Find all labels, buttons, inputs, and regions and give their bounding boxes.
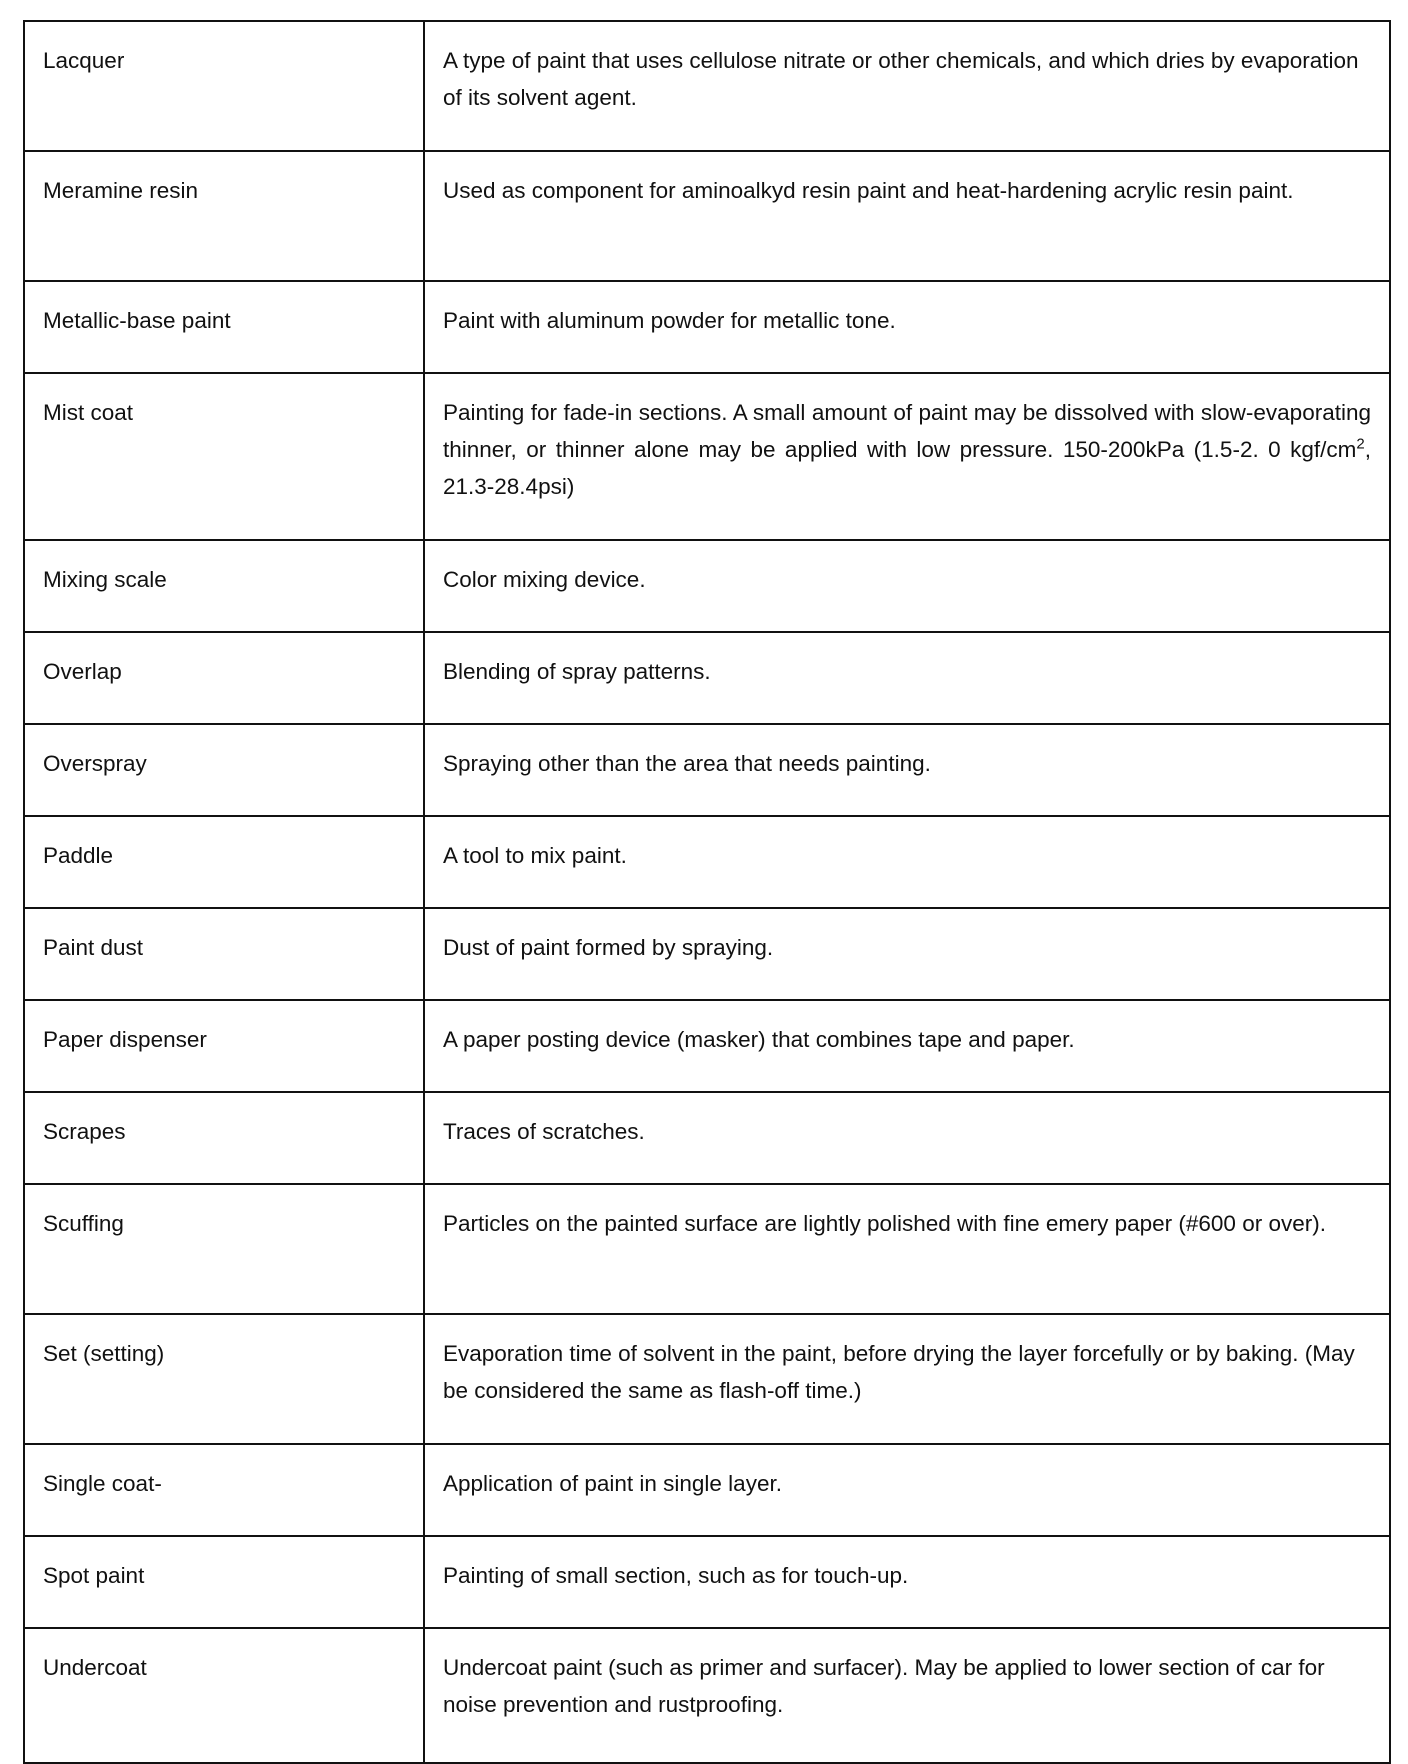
definition-cell: Evaporation time of solvent in the paint, before drying the layer forcefully or by baking. (May be considered the same as flash-off time.) bbox=[424, 1314, 1390, 1444]
definition-cell: Spraying other than the area that needs painting. bbox=[424, 724, 1390, 816]
table-row bbox=[24, 724, 1390, 816]
glossary-table bbox=[23, 20, 1391, 1764]
table-row bbox=[24, 1092, 1390, 1184]
definition-cell bbox=[424, 373, 1390, 540]
definition-cell: Application of paint in single layer. bbox=[424, 1444, 1390, 1536]
definition-cell: Color mixing device. bbox=[424, 540, 1390, 632]
table-row bbox=[24, 373, 1390, 540]
term-cell: Spot paint bbox=[24, 1536, 424, 1628]
superscript: 2 bbox=[1356, 435, 1365, 453]
definition-cell: Painting of small section, such as for touch-up. bbox=[424, 1536, 1390, 1628]
table-row bbox=[24, 1536, 1390, 1628]
term-cell: Overspray bbox=[24, 724, 424, 816]
definition-cell: Particles on the painted surface are lightly polished with fine emery paper (#600 or over). bbox=[424, 1184, 1390, 1314]
term-cell: Scuffing bbox=[24, 1184, 424, 1314]
table-row bbox=[24, 1628, 1390, 1763]
definition-cell: A type of paint that uses cellulose nitrate or other chemicals, and which dries by evaporation of its solvent agent. bbox=[424, 21, 1390, 151]
term-cell: Paper dispenser bbox=[24, 1000, 424, 1092]
term-cell: Mist coat bbox=[24, 373, 424, 540]
table-row bbox=[24, 151, 1390, 281]
definition-cell: A tool to mix paint. bbox=[424, 816, 1390, 908]
term-cell: Overlap bbox=[24, 632, 424, 724]
term-cell: Scrapes bbox=[24, 1092, 424, 1184]
definition-cell: Traces of scratches. bbox=[424, 1092, 1390, 1184]
definition-cell: A paper posting device (masker) that combines tape and paper. bbox=[424, 1000, 1390, 1092]
table-row bbox=[24, 908, 1390, 1000]
definition-cell: Used as component for aminoalkyd resin paint and heat-hardening acrylic resin paint. bbox=[424, 151, 1390, 281]
term-cell: Metallic-base paint bbox=[24, 281, 424, 373]
term-cell: Undercoat bbox=[24, 1628, 424, 1763]
term-cell: Meramine resin bbox=[24, 151, 424, 281]
table-row bbox=[24, 281, 1390, 373]
term-cell: Set (setting) bbox=[24, 1314, 424, 1444]
term-cell: Paddle bbox=[24, 816, 424, 908]
definition-text: Painting for fade-in sections. A small amount of paint may be dissolved with slow-evaporating thinner, or thinner alone may be applied with low pressure. 150-200kPa (1.5-2. 0 kgf/cm bbox=[443, 400, 1371, 462]
table-row bbox=[24, 632, 1390, 724]
term-cell: Lacquer bbox=[24, 21, 424, 151]
table-row bbox=[24, 816, 1390, 908]
definition-cell: Dust of paint formed by spraying. bbox=[424, 908, 1390, 1000]
term-cell: Single coat- bbox=[24, 1444, 424, 1536]
term-cell: Mixing scale bbox=[24, 540, 424, 632]
table-row bbox=[24, 540, 1390, 632]
definition-text-end: , 21.3-28.4psi) bbox=[443, 437, 1371, 499]
definition-cell: Undercoat paint (such as primer and surfacer). May be applied to lower section of car for noise prevention and rustproofing. bbox=[424, 1628, 1390, 1763]
table-row bbox=[24, 1184, 1390, 1314]
definition-cell: Blending of spray patterns. bbox=[424, 632, 1390, 724]
table-row bbox=[24, 1314, 1390, 1444]
table-row bbox=[24, 1444, 1390, 1536]
term-cell: Paint dust bbox=[24, 908, 424, 1000]
definition-cell: Paint with aluminum powder for metallic tone. bbox=[424, 281, 1390, 373]
table-row bbox=[24, 1000, 1390, 1092]
table-row bbox=[24, 21, 1390, 151]
